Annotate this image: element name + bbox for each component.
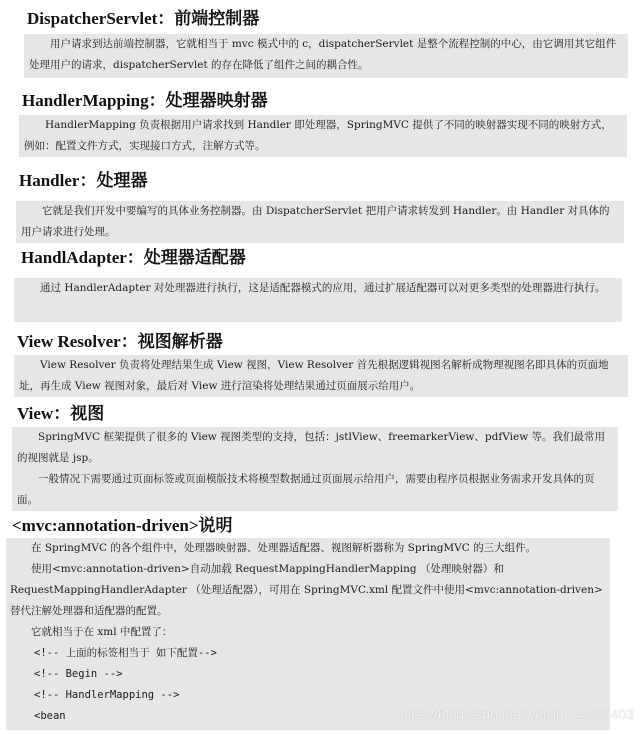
code-line: <!-- 上面的标签相当于 如下配置-->: [34, 647, 217, 659]
paragraph: 使用<mvc:annotation-driven>自动加载 RequestMappingHandlerMapping （处理映射器）和 RequestMappingHandlerAdapter （处理适配器），可用在 SpringMVC.xml 配置文件中使用<mvc:annotation-driven>替代注解处理器和适配器的配置。: [10, 563, 603, 617]
paragraph: 它就是我们开发中要编写的具体业务控制器。由 DispatcherServlet 把用户请求转发到 Handler。由 Handler 对具体的用户请求进行处理。: [21, 205, 610, 238]
heading-view: View：视图: [17, 404, 105, 423]
view-description: [12, 427, 618, 511]
paragraph: View Resolver 负责将处理结果生成 View 视图，View Resolver 首先根据逻辑视图名解析成物理视图名即具体的页面地址，再生成 View 视图对象，最后对 View 进行渲染将处理结果通过页面展示给用户。: [19, 359, 609, 392]
paragraph: SpringMVC 框架提供了很多的 View 视图类型的支持，包括：jstlView、freemarkerView、pdfView 等。我们最常用的视图就是 jsp。: [17, 431, 606, 464]
heading-view-resolver: View Resolver：视图解析器: [17, 332, 223, 351]
paragraph: 它就相当于在 xml 中配置了：: [31, 626, 173, 638]
paragraph: 用户请求到达前端控制器，它就相当于 mvc 模式中的 c，dispatcherServlet 是整个流程控制的中心，由它调用其它组件处理用户的请求，dispatcherServlet 的存在降低了组件之间的耦合性。: [29, 38, 617, 71]
handler-adapter-description: [14, 278, 622, 322]
paragraph: 通过 HandlerAdapter 对处理器进行执行，这是适配器模式的应用，通过扩展适配器可以对更多类型的处理器进行执行。: [40, 282, 606, 294]
annotation-driven-description: [6, 538, 610, 730]
code-line: <bean: [34, 710, 66, 722]
heading-handler-adapter: HandlAdapter：处理器适配器: [21, 248, 246, 267]
paragraph: 在 SpringMVC 的各个组件中，处理器映射器、处理器适配器、视图解析器称为 SpringMVC 的三大组件。: [31, 542, 537, 554]
code-line: <!-- HandlerMapping -->: [34, 689, 180, 701]
heading-dispatcher-servlet: DispatcherServlet：前端控制器: [27, 9, 260, 28]
paragraph: 一般情况下需要通过页面标签或页面模版技术将模型数据通过页面展示给用户，需要由程序员根据业务需求开发具体的页面。: [17, 473, 595, 506]
dispatcher-servlet-description: [24, 34, 628, 78]
handler-description: [16, 201, 624, 243]
watermark: https://blog.csdn.net/weixin_44373403: [395, 706, 634, 722]
paragraph: HandlerMapping 负责根据用户请求找到 Handler 即处理器，SpringMVC 提供了不同的映射器实现不同的映射方式，例如：配置文件方式，实现接口方式，注解方式等。: [24, 119, 612, 152]
code-line: <!-- Begin -->: [34, 668, 123, 680]
heading-annotation-driven: <mvc:annotation-driven>说明: [12, 516, 233, 535]
heading-handler: Handler：处理器: [19, 171, 148, 190]
heading-handler-mapping: HandlerMapping：处理器映射器: [22, 91, 268, 110]
view-resolver-description: [14, 355, 628, 397]
handler-mapping-description: [19, 115, 627, 157]
